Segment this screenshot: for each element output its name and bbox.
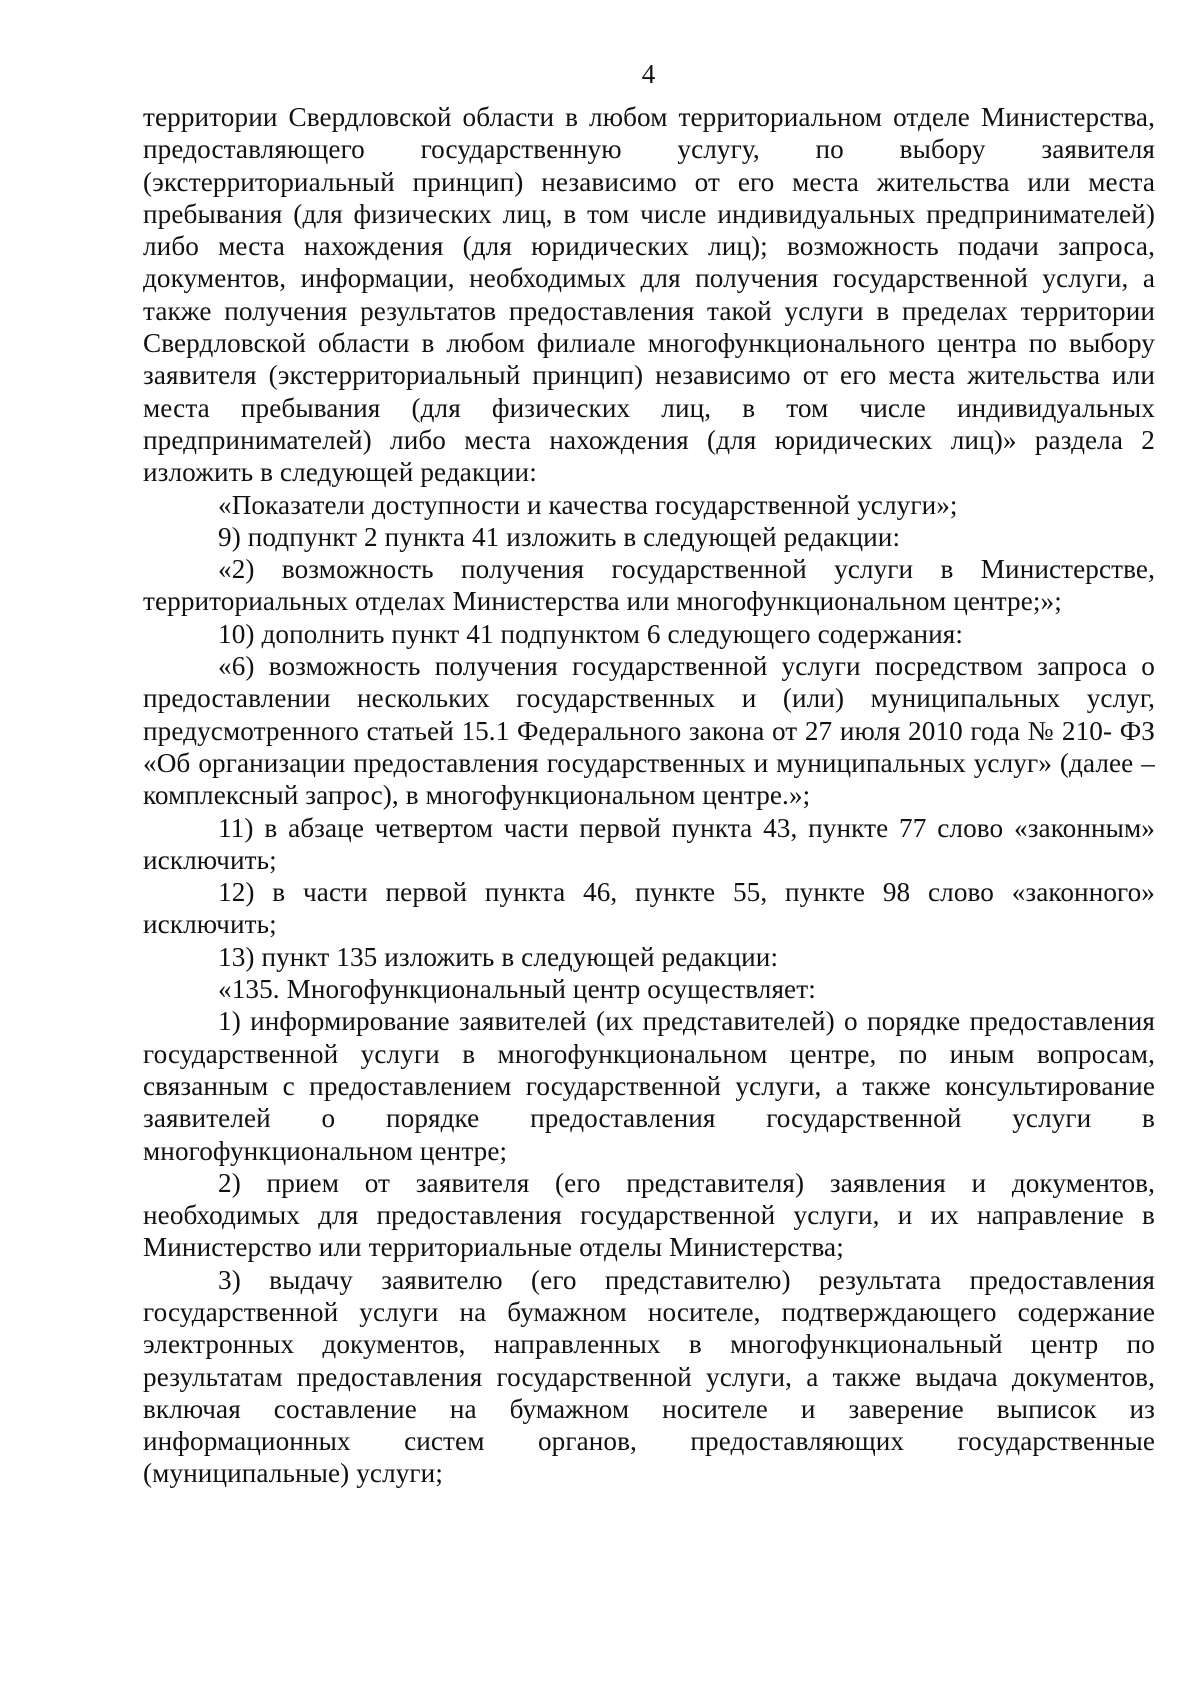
paragraph-subitem-2: 2) прием от заявителя (его представителя) заявления и документов, необходимых для предоставления государственной услуги, и их направление в Министерство или территориальные отделы Министерства;	[143, 1167, 1155, 1263]
paragraph-quoted-subitem-6: «6) возможность получения государственной услуги посредством запроса о предоставлении нескольких государственных и (или) муниципальных услуг, предусмотренного статьей 15.1 Федерального закона от 27 июля 2010 года № 210- ФЗ «Об организации предоставления государственных и муниципальных услуг» (далее – комплексный запрос), в многофункциональном центре.»;	[143, 651, 1155, 811]
paragraph-quoted-subitem-2: «2) возможность получения государственной услуги в Министерстве, территориальных отделах Министерства или многофункциональном центре;»;	[143, 554, 1155, 617]
paragraph-continuation: территории Свердловской области в любом территориальном отделе Министерства, предоставляющего государственную услугу, по выбору заявителя (экстерриториальный принцип) независимо от его места жительства или места пребывания (для физических лиц, в том числе индивидуальных предпринимателей) либо места нахождения (для юридических лиц); возможность подачи запроса, документов, информации, необходимых для получения государственной услуги, а также получения результатов предоставления такой услуги в пределах территории Свердловской области в любом филиале многофункционального центра по выбору заявителя (экстерриториальный принцип) независимо от его места жительства или места пребывания (для физических лиц, в том числе индивидуальных предпринимателей) либо места нахождения (для юридических лиц)» раздела 2 изложить в следующей редакции:	[143, 102, 1155, 488]
paragraph-item-13: 13) пункт 135 изложить в следующей редакции:	[218, 941, 779, 972]
document-body	[143, 101, 1155, 1490]
paragraph-item-12: 12) в части первой пункта 46, пункте 55, пункте 98 слово «законного» исключить;	[143, 877, 1155, 940]
paragraph-quoted-point-135: «135. Многофункциональный центр осуществляет:	[218, 974, 816, 1005]
paragraph-item-11: 11) в абзаце четвертом части первой пункта 43, пункте 77 слово «законным» исключить;	[143, 812, 1155, 875]
page-number: 4	[641, 59, 656, 89]
paragraph-subitem-1: 1) информирование заявителей (их представителей) о порядке предоставления государственной услуги в многофункциональном центре, по иным вопросам, связанным с предоставлением государственной услуги, а также консультирование заявителей о порядке предоставления государственной услуги в многофункциональном центре;	[143, 1006, 1155, 1166]
paragraph-item-10: 10) дополнить пункт 41 подпунктом 6 следующего содержания:	[218, 618, 964, 649]
paragraph-subitem-3: 3) выдачу заявителю (его представителю) результата предоставления государственной услуги на бумажном носителе, подтверждающего содержание электронных документов, направленных в многофункциональный центр по результатам предоставления государственной услуги, а также выдача документов, включая составление на бумажном носителе и заверение выписок из информационных систем органов, предоставляющих государственные (муниципальные) услуги;	[143, 1264, 1155, 1489]
paragraph-item-9: 9) подпункт 2 пункта 41 изложить в следующей редакции:	[218, 521, 901, 552]
paragraph-quoted-heading: «Показатели доступности и качества государственной услуги»;	[218, 489, 958, 520]
